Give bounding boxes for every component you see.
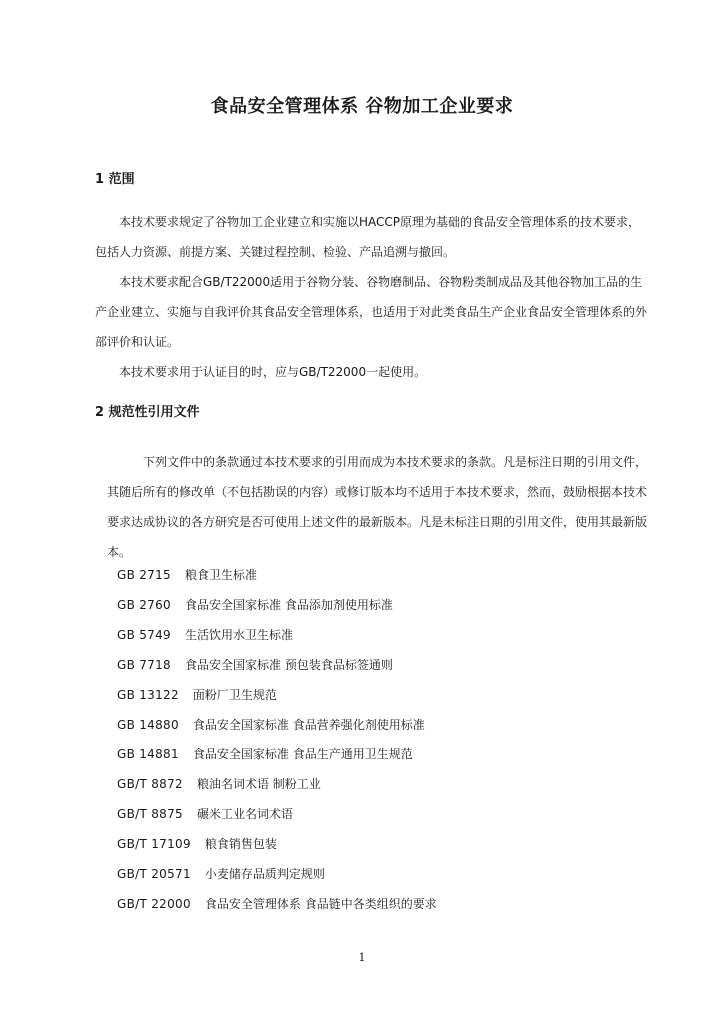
reference-code: GB 7718: [117, 657, 171, 672]
reference-item: [117, 621, 637, 651]
reference-item: [117, 740, 637, 770]
reference-item: [117, 830, 637, 860]
references-paragraph: 下列文件中的条款通过本技术要求的引用而成为本技术要求的条款。凡是标注日期的引用文件，其随后所有的修改单（不包括勘误的内容）或修订版本均不适用于本技术要求，然而，鼓励根据本技术要求达成协议的各方研究是否可使用上述文件的最新版本。凡是未标注日期的引用文件，使用其最新版本。: [107, 455, 648, 559]
reference-code: GB 14880: [117, 717, 179, 732]
reference-code: GB/T 17109: [117, 837, 191, 852]
reference-title: 生活饮用水卫生标准: [185, 627, 294, 642]
scope-paragraph: 本技术要求配合GB/T22000适用于谷物分装、谷物磨制品、谷物粉类制成品及其他谷物加工品的生产企业建立、实施与自我评价其食品安全管理体系，也适用于对此类食品生产企业食品安全管理体系的外部评价和认证。: [95, 275, 648, 349]
document-title: 食品安全管理体系 谷物加工企业要求: [210, 96, 514, 117]
reference-title: 粮食卫生标准: [185, 568, 258, 582]
reference-code: GB/T 22000: [117, 896, 191, 911]
reference-code: GB 13122: [117, 687, 179, 702]
scope-body: [95, 207, 650, 387]
reference-item: [117, 800, 637, 830]
reference-code: GB 14881: [117, 747, 179, 762]
section-heading-normative-references: 2 规范性引用文件: [95, 405, 200, 420]
reference-title: 小麦储存品质判定规则: [204, 867, 325, 882]
reference-item: [117, 711, 637, 741]
section-heading-scope: 1 范围: [95, 172, 135, 187]
reference-title: 粮油名词术语 制粉工业: [196, 777, 321, 792]
reference-title: 碾米工业名词术语: [196, 807, 293, 822]
reference-code: GB/T 8875: [117, 807, 183, 822]
references-body: [95, 447, 655, 567]
reference-item: [117, 770, 637, 800]
reference-title: 食品安全管理体系 食品链中各类组织的要求: [204, 896, 437, 911]
reference-item: [117, 890, 637, 920]
reference-title: 食品安全国家标准 食品营养强化剂使用标准: [192, 717, 425, 732]
reference-list: [117, 561, 637, 920]
page-number: 1: [358, 951, 366, 964]
reference-code: GB 2760: [117, 597, 171, 612]
reference-title: 食品安全国家标准 食品生产通用卫生规范: [192, 747, 413, 762]
reference-code: GB/T 20571: [117, 867, 191, 882]
reference-item: [117, 651, 637, 681]
reference-item: [117, 681, 637, 711]
reference-title: 食品安全国家标准 预包装食品标签通则: [185, 657, 393, 672]
reference-item: [117, 561, 637, 591]
reference-item: [117, 860, 637, 890]
scope-paragraph: 本技术要求规定了谷物加工企业建立和实施以HACCP原理为基础的食品安全管理体系的技术要求，包括人力资源、前提方案、关键过程控制、检验、产品追溯与撤回。: [95, 215, 641, 259]
reference-title: 粮食销售包装: [204, 837, 277, 852]
reference-code: GB/T 8872: [117, 777, 183, 792]
reference-title: 面粉厂卫生规范: [192, 687, 277, 702]
scope-paragraph: 本技术要求用于认证目的时，应与GB/T22000一起使用。: [119, 365, 427, 379]
reference-code: GB 2715: [117, 568, 171, 582]
reference-title: 食品安全国家标准 食品添加剂使用标准: [185, 597, 393, 612]
reference-code: GB 5749: [117, 627, 171, 642]
reference-item: [117, 591, 637, 621]
